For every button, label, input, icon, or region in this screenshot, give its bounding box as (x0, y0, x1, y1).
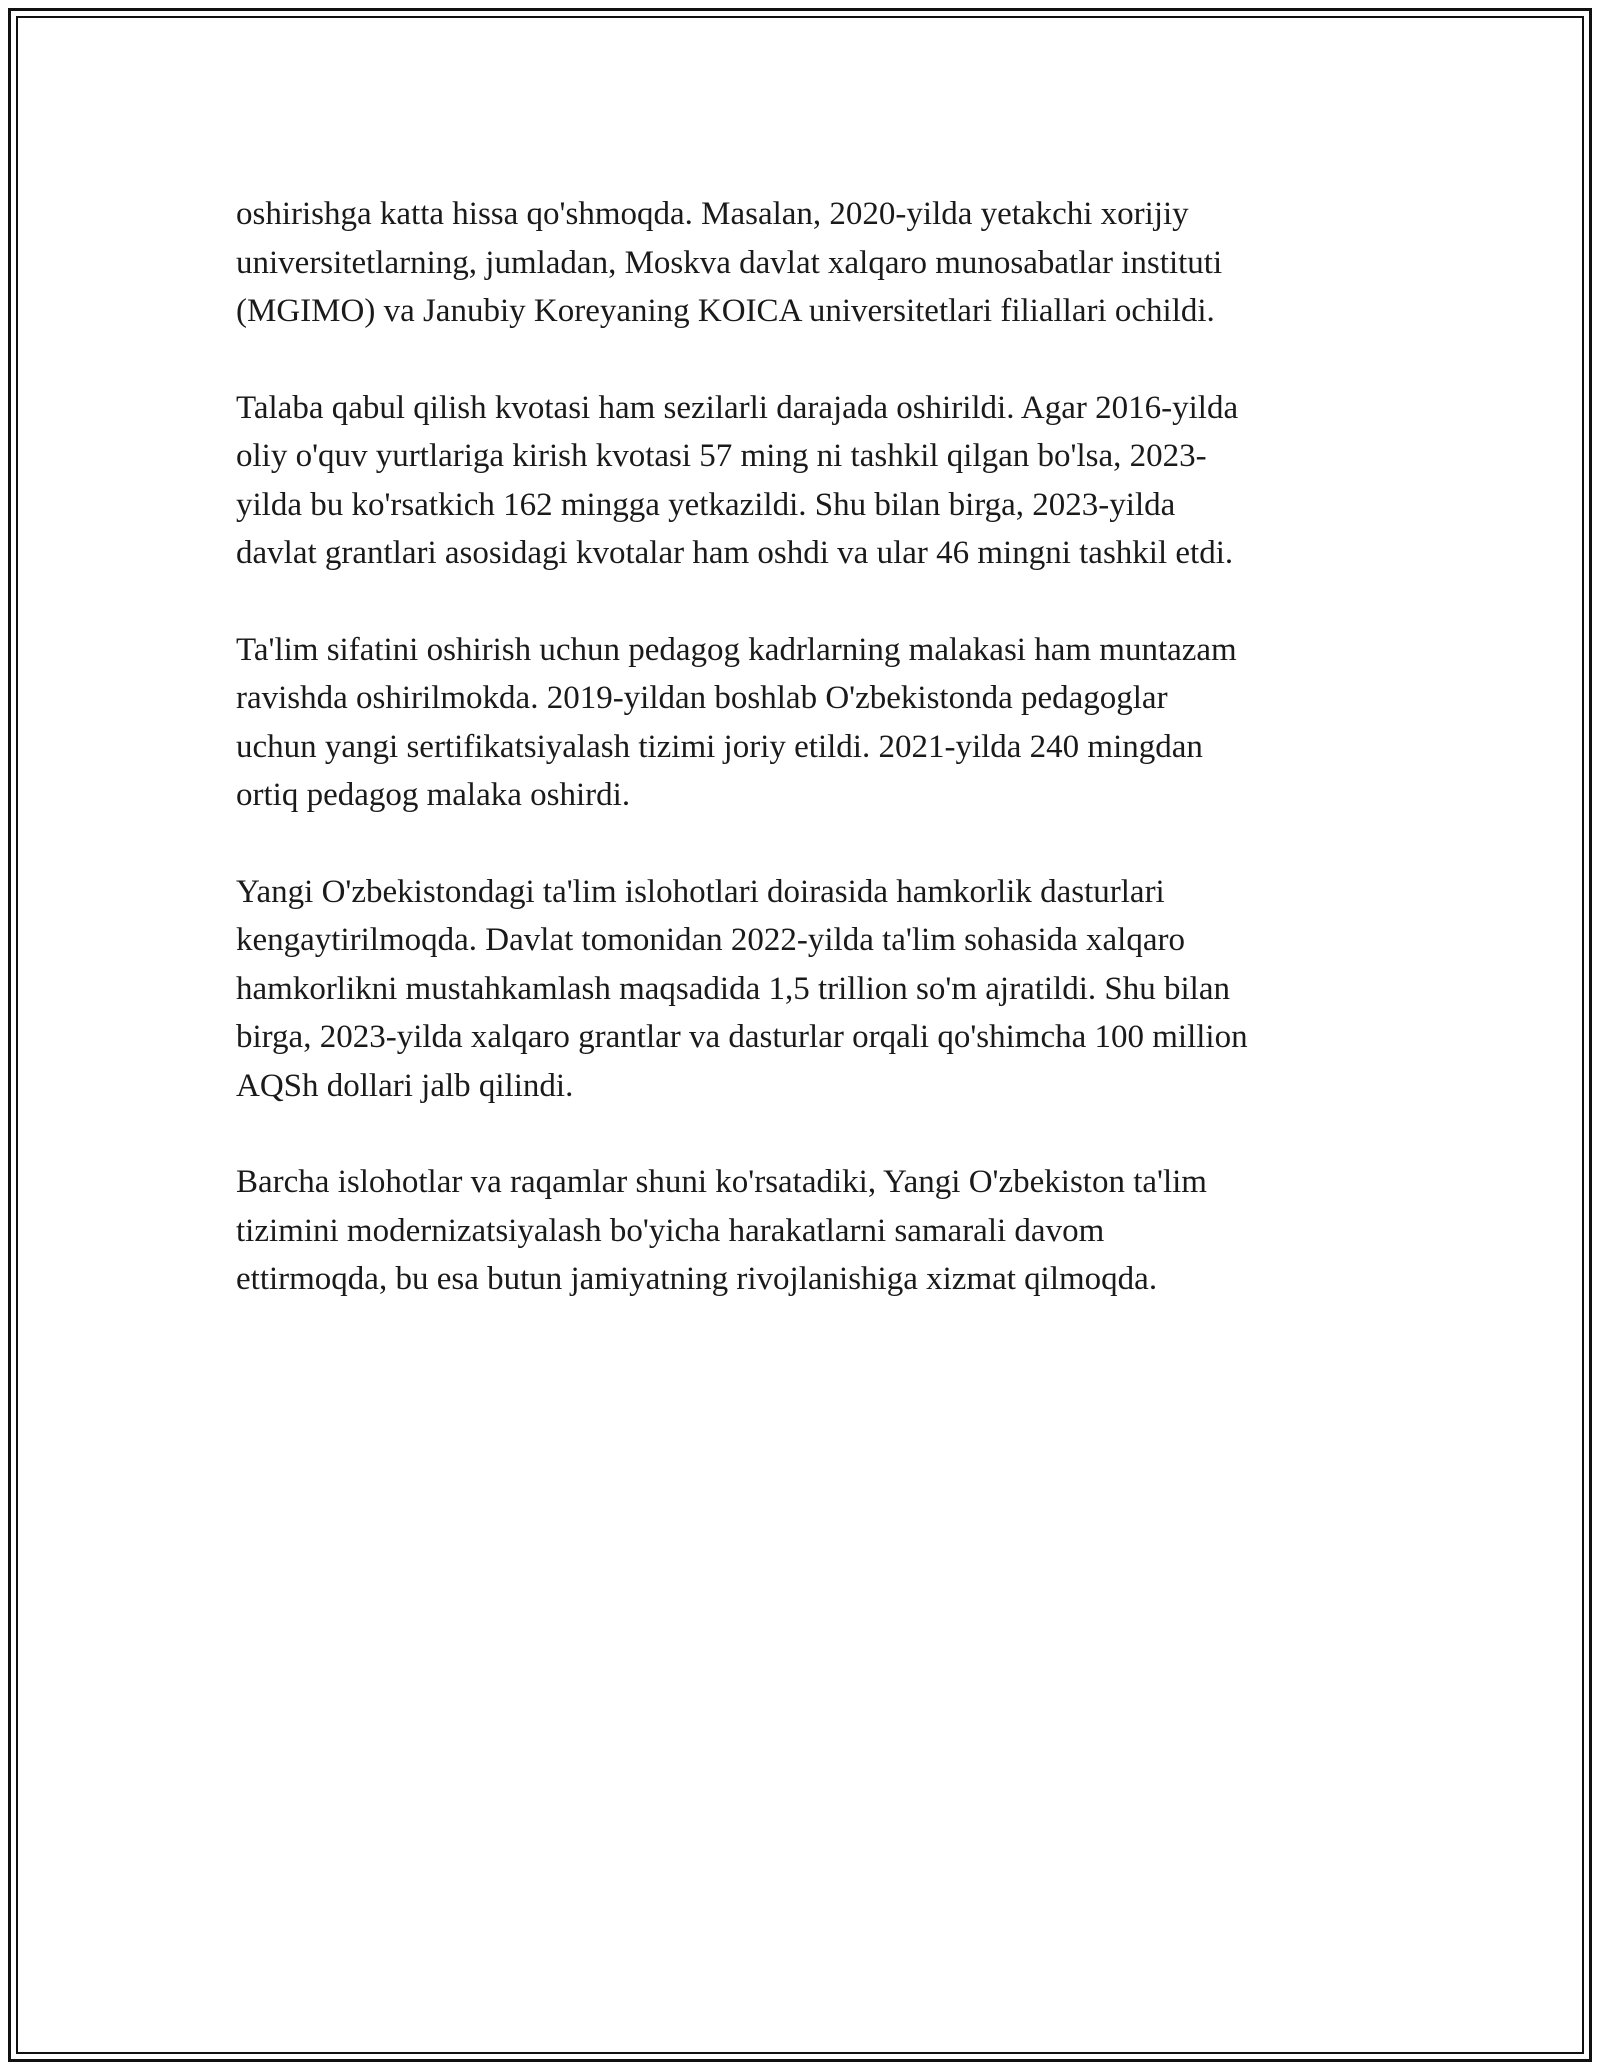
text-line: birga, 2023-yilda xalqaro grantlar va dasturlar orqali qo'shimcha 100 million (236, 1019, 1248, 1055)
text-line: tizimini modernizatsiyalash bo'yicha harakatlarni samarali davom (236, 1212, 1105, 1249)
text-line: hamkorlikni mustahkamlash maqsadida 1,5 trillion so'm ajratildi. Shu bilan (236, 970, 1230, 1007)
paragraph-admission-quota (236, 384, 1376, 578)
document-body (236, 190, 1376, 1352)
text-line: (MGIMO) va Janubiy Koreyaning KOICA universitetlari filiallari ochildi. (236, 293, 1215, 329)
paragraph-cooperation-programs (236, 868, 1376, 1111)
text-line: oliy o'quv yurtlariga kirish kvotasi 57 ming ni tashkil qilgan bo'lsa, 2023- (236, 438, 1207, 474)
text-line: Ta'lim sifatini oshirish uchun pedagog kadrlarning malakasi ham muntazam (236, 631, 1237, 668)
paragraph-universities (236, 190, 1376, 336)
text-line: yilda bu ko'rsatkich 162 mingga yetkazildi. Shu bilan birga, 2023-yilda (236, 486, 1176, 523)
text-line: oshirishga katta hissa qo'shmoqda. Masalan, 2020-yilda yetakchi xorijiy (236, 196, 1189, 232)
text-line: ettirmoqda, bu esa butun jamiyatning rivojlanishiga xizmat qilmoqda. (236, 1261, 1158, 1297)
paragraph-teacher-qualification (236, 626, 1376, 820)
text-line: Barcha islohotlar va raqamlar shuni ko'rsatadiki, Yangi O'zbekiston ta'lim (236, 1164, 1207, 1200)
text-line: AQSh dollari jalb qilindi. (236, 1067, 574, 1104)
text-line: davlat grantlari asosidagi kvotalar ham oshdi va ular 46 mingni tashkil etdi. (236, 535, 1234, 571)
text-line: ortiq pedagog malaka oshirdi. (236, 777, 631, 813)
text-line: kengaytirilmoqda. Davlat tomonidan 2022-yilda ta'lim sohasida xalqaro (236, 922, 1185, 958)
text-line: Talaba qabul qilish kvotasi ham sezilarli darajada oshirildi. Agar 2016-yilda (236, 389, 1239, 426)
text-line: Yangi O'zbekistondagi ta'lim islohotlari doirasida hamkorlik dasturlari (236, 873, 1165, 910)
paragraph-conclusion (236, 1158, 1376, 1304)
text-line: uchun yangi sertifikatsiyalash tizimi joriy etildi. 2021-yilda 240 mingdan (236, 728, 1203, 765)
text-line: ravishda oshirilmokda. 2019-yildan boshlab O'zbekistonda pedagoglar (236, 680, 1168, 716)
text-line: universitetlarning, jumladan, Moskva davlat xalqaro munosabatlar instituti (236, 244, 1223, 281)
